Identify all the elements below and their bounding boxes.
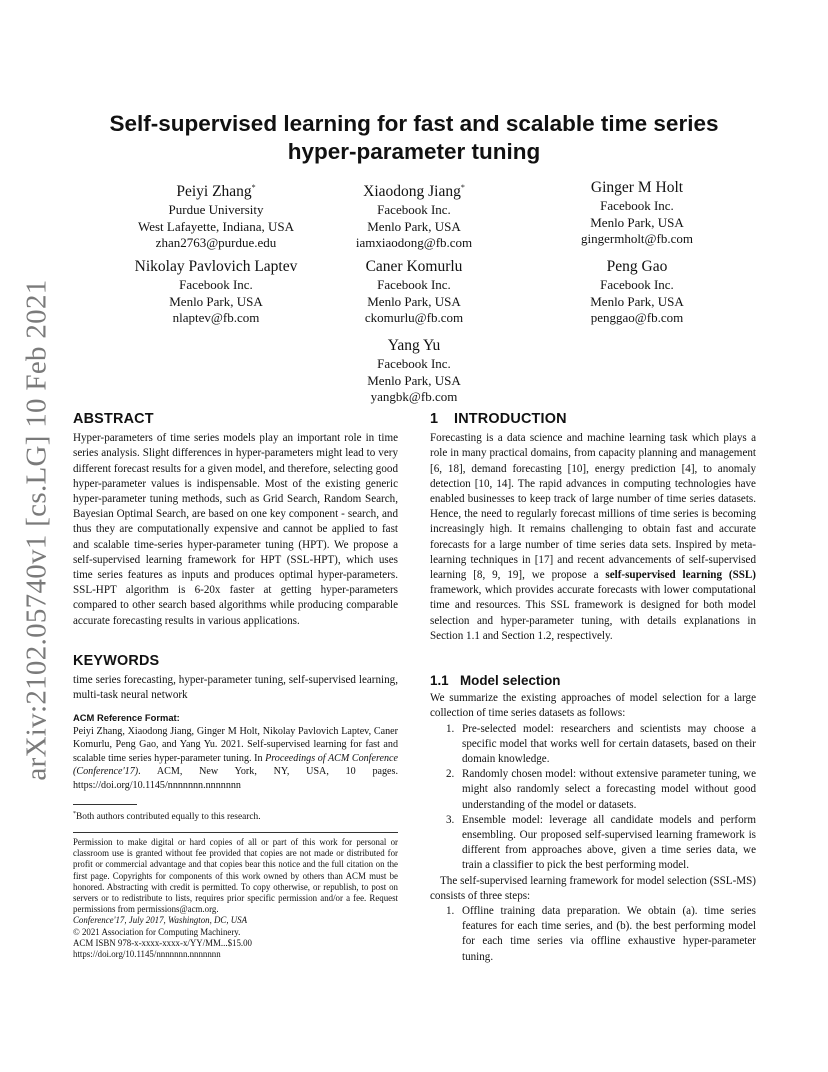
author-location: Menlo Park, USA	[367, 293, 461, 309]
conference-info: Conference'17, July 2017, Washington, DC, USA	[73, 915, 248, 926]
abstract-heading: ABSTRACT	[73, 411, 154, 427]
author-block	[517, 257, 757, 327]
list-number: 3.	[446, 813, 455, 826]
introduction-section	[430, 412, 756, 644]
acm-reference-heading: ACM Reference Format:	[73, 712, 180, 723]
author-email: zhan2763@purdue.edu	[155, 235, 277, 251]
author-block	[517, 178, 757, 248]
ssl-ms-intro: The self-supervised learning framework for model selection (SSL-MS) consists of three steps:	[430, 874, 756, 902]
abstract-text: Hyper-parameters of time series models play an important role in time series analysis. Slight differences in hyper-parameters might lead to very different forecast results for a given model, and therefore, selecting good hyper-parameter values is indispensable. Most of the existing generic hyper-parameter tuning methods, such as Grid Search, Random Search, Bayesian Optimal Search, are based on one key component - search, and thus they are computationally expensive and cannot be applied to fast and scalable time-series hyper-parameter tuning (HPT). We propose a self-supervised learning framework for HPT (SSL-HPT), which uses time series features as inputs and produces optimal hyper-parameters. SSL-HPT algorithm is 6-20x faster at getting hyper-parameters compared to other search based algorithms while producing comparable accurate forecasting results in various applications.	[73, 432, 398, 627]
acm-reference-venue: Proceedings of ACM Conference (Conference'17)	[73, 752, 398, 778]
introduction-heading: INTRODUCTION	[454, 411, 567, 427]
introduction-text-cont: framework, which provides accurate forecasts with lower computational time and resources. This SSL framework is designed for both model selection and hyper-parameter tuning, with details explanations in Section 1.1 and Section 1.2, respectively.	[430, 584, 756, 642]
author-email: yangbk@fb.com	[370, 389, 458, 404]
acm-reference-text: Peiyi Zhang, Xiaodong Jiang, Ginger M Holt, Nikolay Pavlovich Laptev, Caner Komurlu, Peng Gao, and Yang Yu. 2021. Self-supervised learning for fast and scalable time series hyper-parameter tuning. In	[73, 725, 398, 764]
keywords-text: time series forecasting, hyper-parameter tuning, self-supervised learning, multi-task neural network	[73, 674, 398, 702]
author-affiliation: Facebook Inc.	[377, 356, 451, 371]
list-item-text: Offline training data preparation. We obtain (a). time series features for each time series, and (b). the best performing model for each time series via offline exhaustive hyper-parameter tuning.	[462, 905, 756, 963]
title-line-2: hyper-parameter tuning	[287, 139, 541, 164]
list-number: 1.	[446, 905, 455, 918]
author-email: ckomurlu@fb.com	[364, 310, 464, 325]
author-name: Yang Yu	[387, 337, 441, 354]
footnote-rule	[73, 804, 137, 805]
author-block	[294, 257, 534, 327]
author-email: penggao@fb.com	[590, 310, 684, 325]
subsection-number: 1.1	[430, 673, 449, 688]
author-affiliation: Facebook Inc.	[600, 277, 674, 292]
introduction-text: Forecasting is a data science and machine learning task which plays a role in many practical domains, from capacity planning and management [6, 18], demand forecasting [10], energy prediction [4], to anomaly detection [10, 14]. The rapid advances in computing technologies have enabled businesses to keep track of large number of time series datasets. Hence, the need to regularly forecast millions of time series is becoming increasingly high. It remains challenging to obtain fast and accurate forecasts for a large number of time series data sets. Inspired by meta-learning techniques in [17] and recent advancements of self-supervised learning [8, 9, 19], we propose a	[430, 432, 756, 582]
footnote-text: Both authors contributed equally to this research.	[76, 812, 261, 823]
author-affiliation: Facebook Inc.	[179, 277, 253, 292]
ssl-term: self-supervised learning (SSL)	[605, 569, 756, 582]
list-item	[430, 722, 756, 768]
author-location: Menlo Park, USA	[169, 293, 263, 309]
approach-list	[430, 722, 756, 874]
section-number: 1	[430, 411, 439, 427]
author-location: Menlo Park, USA	[367, 218, 461, 234]
abstract-section	[73, 412, 398, 629]
author-name: Peng Gao	[606, 258, 668, 275]
author-affiliation: Facebook Inc.	[600, 198, 674, 213]
doi-line: https://doi.org/10.1145/nnnnnnn.nnnnnnn	[73, 949, 221, 960]
equal-contribution-mark: *	[460, 183, 465, 192]
author-name: Caner Komurlu	[365, 258, 463, 275]
acm-reference-doi: . ACM, New York, NY, USA, 10 pages. https://doi.org/10.1145/nnnnnnn.nnnnnnn	[73, 766, 398, 791]
author-location: Menlo Park, USA	[590, 214, 684, 230]
model-selection-section	[430, 673, 756, 965]
permission-block	[73, 837, 398, 960]
author-name: Peiyi Zhang	[176, 183, 252, 201]
equal-contribution-mark: *	[251, 183, 256, 192]
footnote-mark: *	[73, 811, 76, 817]
list-number: 1.	[446, 722, 455, 735]
author-name: Nikolay Pavlovich Laptev	[134, 258, 298, 275]
keywords-section	[73, 654, 398, 704]
list-number: 2.	[446, 768, 455, 781]
isbn-line: ACM ISBN 978-x-xxxx-xxxx-x/YY/MM...$15.00	[73, 937, 252, 948]
ssl-ms-steps	[430, 904, 756, 965]
author-location: Menlo Park, USA	[590, 293, 684, 309]
author-name: Ginger M Holt	[590, 179, 684, 196]
author-email: iamxiaodong@fb.com	[355, 235, 473, 251]
author-email: nlaptev@fb.com	[172, 310, 260, 325]
footnote	[73, 809, 398, 824]
list-item	[430, 767, 756, 813]
keywords-heading: KEYWORDS	[73, 653, 160, 669]
permission-text: Permission to make digital or hard copies of all or part of this work for personal or classroom use is granted without fee provided that copies are not made or distributed for profit or commercial advantage and that copies bear this notice and the full citation on the first page. Copyrights for components of this work owned by others than ACM must be honored. Abstracting with credit is permitted. To copy otherwise, or republish, to post on servers or to redistribute to lists, requires prior specific permission and/or a fee. Request permissions from permissions@acm.org.	[73, 837, 398, 915]
model-selection-lead: We summarize the existing approaches of model selection for a large collection of time series datasets as follows:	[430, 692, 756, 720]
acm-reference	[73, 711, 398, 793]
author-name: Xiaodong Jiang	[363, 183, 461, 201]
arxiv-identifier: arXiv:2102.05740v1 [cs.LG] 10 Feb 2021	[20, 279, 53, 781]
author-affiliation: Facebook Inc.	[377, 277, 451, 292]
author-block	[294, 336, 534, 406]
paper-title	[90, 110, 738, 166]
list-item	[430, 813, 756, 874]
title-line-1: Self-supervised learning for fast and scalable time series	[109, 111, 719, 136]
author-affiliation: Purdue University	[168, 202, 264, 218]
author-block	[294, 178, 534, 252]
arxiv-sidebar	[12, 279, 62, 781]
author-email: gingermholt@fb.com	[581, 231, 693, 246]
list-item-text: Randomly chosen model: without extensive parameter tuning, we might also randomly select a forecasting model without good understanding of the model or datasets.	[462, 768, 756, 811]
list-item-text: Pre-selected model: researchers and scientists may choose a specific model that works well for certain datasets, based on their domain knowledge.	[462, 722, 756, 766]
model-selection-heading: Model selection	[460, 673, 561, 688]
author-location: West Lafayette, Indiana, USA	[138, 218, 294, 234]
author-affiliation: Facebook Inc.	[377, 202, 451, 218]
author-location: Menlo Park, USA	[367, 372, 461, 388]
permission-rule	[73, 832, 398, 833]
list-item-text: Ensemble model: leverage all candidate models and perform ensembling. Our proposed self-supervised learning framework is different from approaches above, given a time series data, we train a classifier to pick the best performing model.	[462, 813, 756, 872]
list-item	[430, 904, 756, 965]
copyright-line: © 2021 Association for Computing Machinery.	[73, 926, 241, 937]
